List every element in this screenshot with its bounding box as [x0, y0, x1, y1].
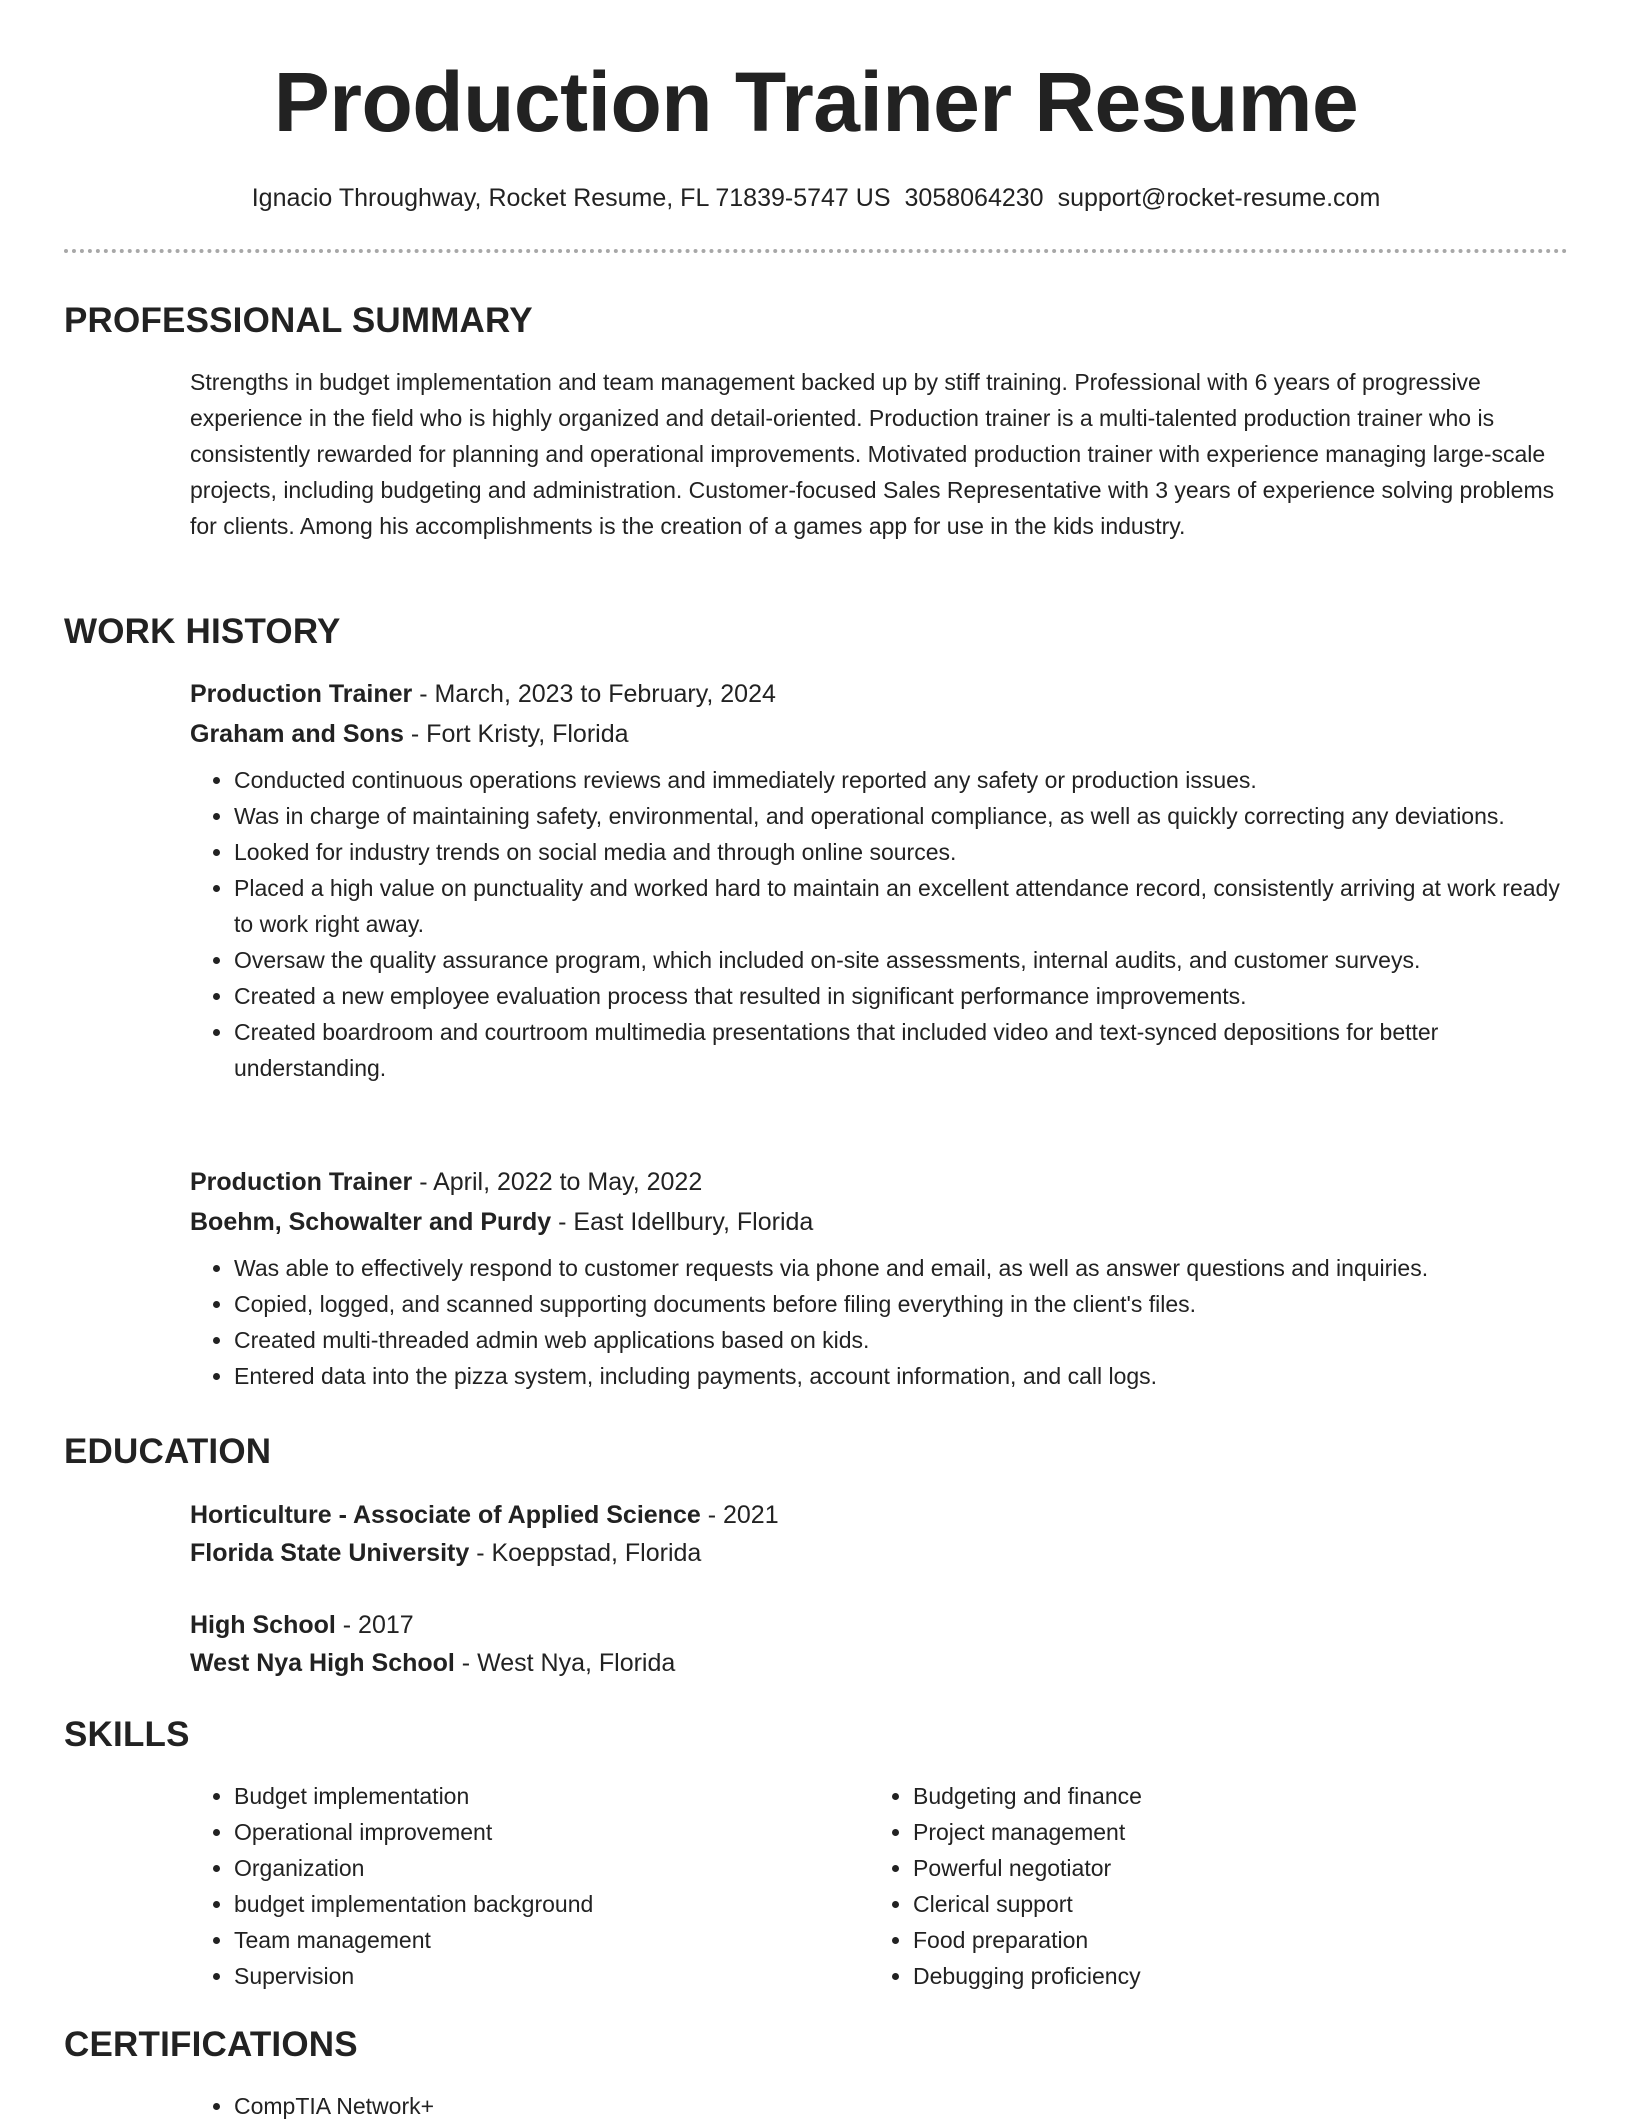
degree: High School [190, 1611, 336, 1639]
list-item: • Budget implementation [234, 1778, 790, 1814]
list-item: • Budgeting and finance [913, 1778, 1469, 1814]
job-bullets [190, 1250, 1570, 1394]
header-divider [64, 249, 1568, 253]
list-item: • Was able to effectively respond to customer requests via phone and email, as well as answer questions and inquiries. [234, 1250, 1570, 1286]
job-bullets [190, 762, 1570, 1086]
job-title-line [190, 674, 1570, 714]
job-dates: - March, 2023 to February, 2024 [412, 680, 776, 708]
school-location: - Koeppstad, Florida [469, 1539, 702, 1567]
school: West Nya High School [190, 1649, 455, 1677]
list-item: • Conducted continuous operations reviews and immediately reported any safety or production issues. [234, 762, 1570, 798]
contact-email: support@rocket-resume.com [1057, 184, 1381, 212]
summary-heading: PROFESSIONAL SUMMARY [64, 301, 533, 340]
list-item: • Food preparation [913, 1922, 1469, 1958]
degree-line [190, 1496, 1570, 1534]
school-line [190, 1534, 1570, 1572]
school-line [190, 1644, 1570, 1682]
resume-title: Production Trainer Resume [273, 55, 1359, 149]
degree-year: - 2017 [335, 1611, 414, 1639]
list-item: • Oversaw the quality assurance program, which included on-site assessments, internal audits, and customer surveys. [234, 942, 1570, 978]
list-item: • Placed a high value on punctuality and worked hard to maintain an excellent attendance record, consistently arriving at work ready to work right away. [234, 870, 1570, 942]
job-location: - Fort Kristy, Florida [403, 720, 629, 748]
list-item: • Project management [913, 1814, 1469, 1850]
list-item: • Organization [234, 1850, 790, 1886]
skills-list [190, 1778, 790, 1994]
job-title: Production Trainer [190, 1168, 413, 1196]
list-item: • Debugging proficiency [913, 1958, 1469, 1994]
job-company: Graham and Sons [190, 720, 404, 748]
skills-heading: SKILLS [64, 1715, 190, 1754]
list-item: • Was in charge of maintaining safety, environmental, and operational compliance, as well as quickly correcting any deviations. [234, 798, 1570, 834]
degree-year: - 2021 [700, 1501, 779, 1529]
school-location: - West Nya, Florida [454, 1649, 676, 1677]
job-entry-1 [190, 674, 1570, 1086]
list-item: • Operational improvement [234, 1814, 790, 1850]
contact-address: Ignacio Throughway, Rocket Resume, FL 71839-5747 US [251, 184, 891, 212]
job-company: Boehm, Schowalter and Purdy [190, 1208, 552, 1236]
summary-section [190, 364, 1570, 544]
job-title-line [190, 1162, 1570, 1202]
list-item: • CompTIA Network+ [234, 2088, 1570, 2124]
list-item: • Looked for industry trends on social media and through online sources. [234, 834, 1570, 870]
list-item: • Entered data into the pizza system, including payments, account information, and call logs. [234, 1358, 1570, 1394]
contact-line [64, 180, 1568, 216]
job-dates: - April, 2022 to May, 2022 [412, 1168, 703, 1196]
work-history-heading: WORK HISTORY [64, 612, 341, 651]
certifications-heading: CERTIFICATIONS [64, 2025, 358, 2064]
job-company-line [190, 1202, 1570, 1242]
degree-line [190, 1606, 1570, 1644]
contact-phone: 3058064230 [904, 184, 1044, 212]
certifications-section [190, 2088, 1570, 2124]
list-item: • Powerful negotiator [913, 1850, 1469, 1886]
skills-column-left [190, 1778, 790, 1994]
job-company-line [190, 714, 1570, 754]
list-item: • Created multi-threaded admin web applications based on kids. [234, 1322, 1570, 1358]
school: Florida State University [190, 1539, 470, 1567]
summary-text: Strengths in budget implementation and team management backed up by stiff training. Professional with 6 years of progressive experience in the field who is highly organized and detail-oriented. Production trainer is a multi-talented production trainer who is consistently rewarded for planning and operational improvements. Motivated production trainer with experience managing large-scale projects, including budgeting and administration. Customer-focused Sales Representative with 3 years of experience solving problems for clients. Among his accomplishments is the creation of a games app for use in the kids industry. [190, 369, 1555, 539]
education-entry-1 [190, 1496, 1570, 1572]
skills-column-right [869, 1778, 1469, 1994]
degree: Horticulture - Associate of Applied Science [190, 1501, 701, 1529]
list-item: • Supervision [234, 1958, 790, 1994]
certifications-list [190, 2088, 1570, 2124]
list-item: • Created boardroom and courtroom multimedia presentations that included video and text-synced depositions for better understanding. [234, 1014, 1570, 1086]
education-entry-2 [190, 1606, 1570, 1682]
list-item: • budget implementation background [234, 1886, 790, 1922]
job-title: Production Trainer [190, 680, 413, 708]
skills-list [869, 1778, 1469, 1994]
list-item: • Created a new employee evaluation process that resulted in significant performance improvements. [234, 978, 1570, 1014]
education-heading: EDUCATION [64, 1432, 272, 1471]
list-item: • Clerical support [913, 1886, 1469, 1922]
list-item: • Team management [234, 1922, 790, 1958]
job-entry-2 [190, 1162, 1570, 1394]
job-location: - East Idellbury, Florida [551, 1208, 814, 1236]
list-item: • Copied, logged, and scanned supporting documents before filing everything in the client's files. [234, 1286, 1570, 1322]
